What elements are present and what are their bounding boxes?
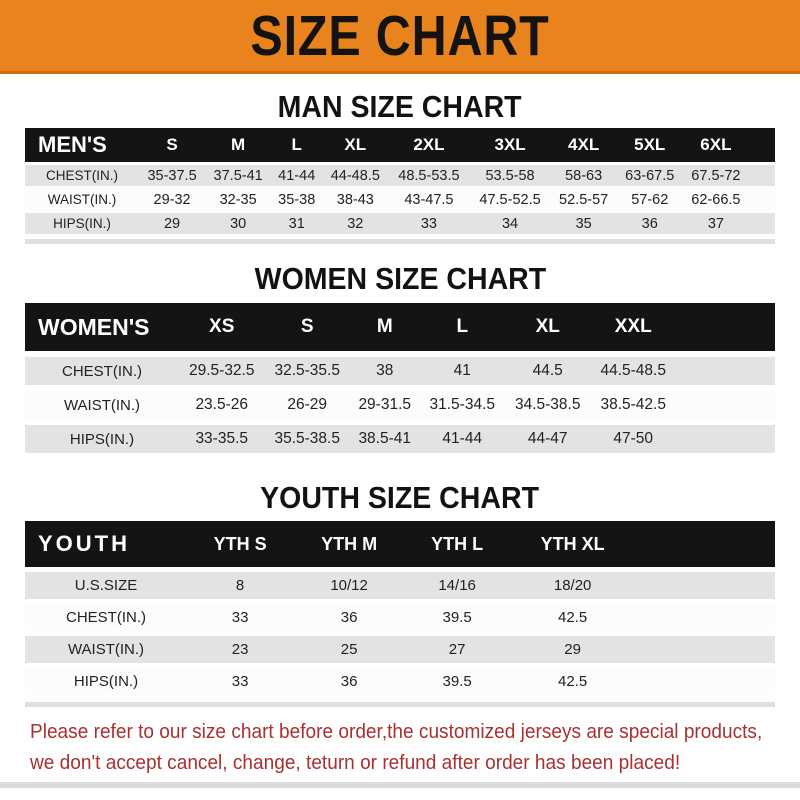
size-value: 25	[293, 636, 405, 663]
size-column-header: 6XL	[683, 128, 749, 162]
youth-section-title-wrap	[0, 480, 800, 516]
women-section-title: WOMEN SIZE CHART	[254, 261, 546, 296]
header-spacer-cell	[676, 303, 775, 351]
size-value: 57-62	[617, 189, 683, 210]
row-spacer-cell	[636, 572, 775, 599]
men-section-title: MAN SIZE CHART	[277, 89, 523, 124]
size-value: 29.5-32.5	[179, 357, 264, 385]
size-column-header: YTH XL	[509, 521, 636, 567]
row-spacer-cell	[749, 213, 775, 234]
women-size-table	[25, 297, 775, 459]
size-value: 44.5-48.5	[590, 357, 676, 385]
size-column-header: S	[139, 128, 205, 162]
size-value: 33	[187, 604, 293, 631]
row-spacer-cell	[676, 391, 775, 419]
size-column-header: 3XL	[469, 128, 550, 162]
size-value: 36	[617, 213, 683, 234]
size-value: 44-47	[505, 425, 590, 453]
size-value: 48.5-53.5	[388, 165, 469, 186]
size-column-header: L	[271, 128, 322, 162]
size-value: 33	[187, 668, 293, 695]
size-value: 41-44	[420, 425, 505, 453]
table-header-label: MEN'S	[25, 128, 139, 162]
table-header-label: WOMEN'S	[25, 303, 179, 351]
table-row	[25, 668, 775, 695]
size-value: 47.5-52.5	[469, 189, 550, 210]
size-value: 44-48.5	[322, 165, 388, 186]
size-value: 23	[187, 636, 293, 663]
size-column-header: L	[420, 303, 505, 351]
size-value: 14/16	[405, 572, 509, 599]
youth-size-table	[25, 516, 775, 700]
size-column-header: XL	[322, 128, 388, 162]
row-spacer-cell	[676, 425, 775, 453]
size-column-header: M	[205, 128, 271, 162]
table-row	[25, 213, 775, 234]
youth-table-bottom-strip	[25, 702, 775, 707]
size-column-header: 4XL	[551, 128, 617, 162]
size-value: 58-63	[551, 165, 617, 186]
size-value: 34.5-38.5	[505, 391, 590, 419]
size-column-header: XXL	[590, 303, 676, 351]
size-value: 43-47.5	[388, 189, 469, 210]
men-table-bottom-strip	[25, 239, 775, 244]
row-spacer-cell	[749, 189, 775, 210]
size-value: 26-29	[264, 391, 349, 419]
women-size-section	[0, 261, 800, 459]
size-column-header: 5XL	[617, 128, 683, 162]
size-value: 32-35	[205, 189, 271, 210]
size-value: 35-37.5	[139, 165, 205, 186]
size-value: 34	[469, 213, 550, 234]
size-value: 35	[551, 213, 617, 234]
size-value: 32	[322, 213, 388, 234]
table-row	[25, 636, 775, 663]
size-value: 39.5	[405, 668, 509, 695]
size-value: 18/20	[509, 572, 636, 599]
size-value: 33	[388, 213, 469, 234]
size-value: 42.5	[509, 604, 636, 631]
size-column-header: XL	[505, 303, 590, 351]
men-table-header-row	[25, 128, 775, 162]
size-value: 30	[205, 213, 271, 234]
women-table-header-row	[25, 303, 775, 351]
size-value: 36	[293, 604, 405, 631]
row-label: WAIST(IN.)	[25, 391, 179, 419]
row-label: U.S.SIZE	[25, 572, 187, 599]
row-label: CHEST(IN.)	[25, 604, 187, 631]
size-value: 41-44	[271, 165, 322, 186]
size-value: 38.5-42.5	[590, 391, 676, 419]
men-section-title-wrap	[0, 89, 800, 125]
row-spacer-cell	[676, 357, 775, 385]
size-chart-banner	[0, 0, 800, 74]
size-value: 42.5	[509, 668, 636, 695]
disclaimer-line-2: we don't accept cancel, change, teturn or refund after order has been placed!	[30, 751, 681, 774]
table-row	[25, 572, 775, 599]
row-spacer-cell	[749, 165, 775, 186]
header-spacer-cell	[636, 521, 775, 567]
row-label: HIPS(IN.)	[25, 213, 139, 234]
size-value: 29-31.5	[350, 391, 420, 419]
men-size-section	[0, 89, 800, 244]
size-value: 37	[683, 213, 749, 234]
row-label: WAIST(IN.)	[25, 189, 139, 210]
size-value: 38-43	[322, 189, 388, 210]
size-value: 67.5-72	[683, 165, 749, 186]
table-row	[25, 604, 775, 631]
size-value: 33-35.5	[179, 425, 264, 453]
row-label: HIPS(IN.)	[25, 668, 187, 695]
size-column-header: YTH S	[187, 521, 293, 567]
size-value: 35.5-38.5	[264, 425, 349, 453]
size-value: 47-50	[590, 425, 676, 453]
size-value: 63-67.5	[617, 165, 683, 186]
size-value: 29	[509, 636, 636, 663]
order-disclaimer	[0, 717, 800, 779]
size-value: 53.5-58	[469, 165, 550, 186]
size-value: 32.5-35.5	[264, 357, 349, 385]
row-spacer-cell	[636, 668, 775, 695]
banner-title: SIZE CHART	[250, 4, 550, 68]
table-row	[25, 357, 775, 385]
size-value: 52.5-57	[551, 189, 617, 210]
size-value: 41	[420, 357, 505, 385]
women-section-title-wrap	[0, 261, 800, 297]
size-value: 31	[271, 213, 322, 234]
size-value: 23.5-26	[179, 391, 264, 419]
size-value: 29-32	[139, 189, 205, 210]
size-column-header: YTH L	[405, 521, 509, 567]
size-value: 36	[293, 668, 405, 695]
size-value: 31.5-34.5	[420, 391, 505, 419]
size-value: 44.5	[505, 357, 590, 385]
header-spacer-cell	[749, 128, 775, 162]
size-value: 62-66.5	[683, 189, 749, 210]
table-row	[25, 425, 775, 453]
table-row	[25, 165, 775, 186]
table-row	[25, 189, 775, 210]
size-value: 39.5	[405, 604, 509, 631]
table-row	[25, 391, 775, 419]
men-size-table	[25, 125, 775, 237]
row-label: HIPS(IN.)	[25, 425, 179, 453]
youth-size-section	[0, 480, 800, 707]
row-label: CHEST(IN.)	[25, 165, 139, 186]
youth-section-title: YOUTH SIZE CHART	[260, 480, 540, 515]
row-spacer-cell	[636, 604, 775, 631]
size-value: 38.5-41	[350, 425, 420, 453]
size-value: 37.5-41	[205, 165, 271, 186]
table-header-label: YOUTH	[25, 521, 187, 567]
size-column-header: YTH M	[293, 521, 405, 567]
row-label: CHEST(IN.)	[25, 357, 179, 385]
page-bottom-strip	[0, 782, 800, 788]
size-column-header: S	[264, 303, 349, 351]
youth-table-header-row	[25, 521, 775, 567]
size-value: 27	[405, 636, 509, 663]
size-value: 10/12	[293, 572, 405, 599]
size-value: 29	[139, 213, 205, 234]
size-value: 8	[187, 572, 293, 599]
size-value: 38	[350, 357, 420, 385]
size-column-header: 2XL	[388, 128, 469, 162]
size-column-header: XS	[179, 303, 264, 351]
size-value: 35-38	[271, 189, 322, 210]
row-spacer-cell	[636, 636, 775, 663]
disclaimer-line-1: Please refer to our size chart before order,the customized jerseys are special products,	[30, 720, 763, 743]
size-column-header: M	[350, 303, 420, 351]
row-label: WAIST(IN.)	[25, 636, 187, 663]
